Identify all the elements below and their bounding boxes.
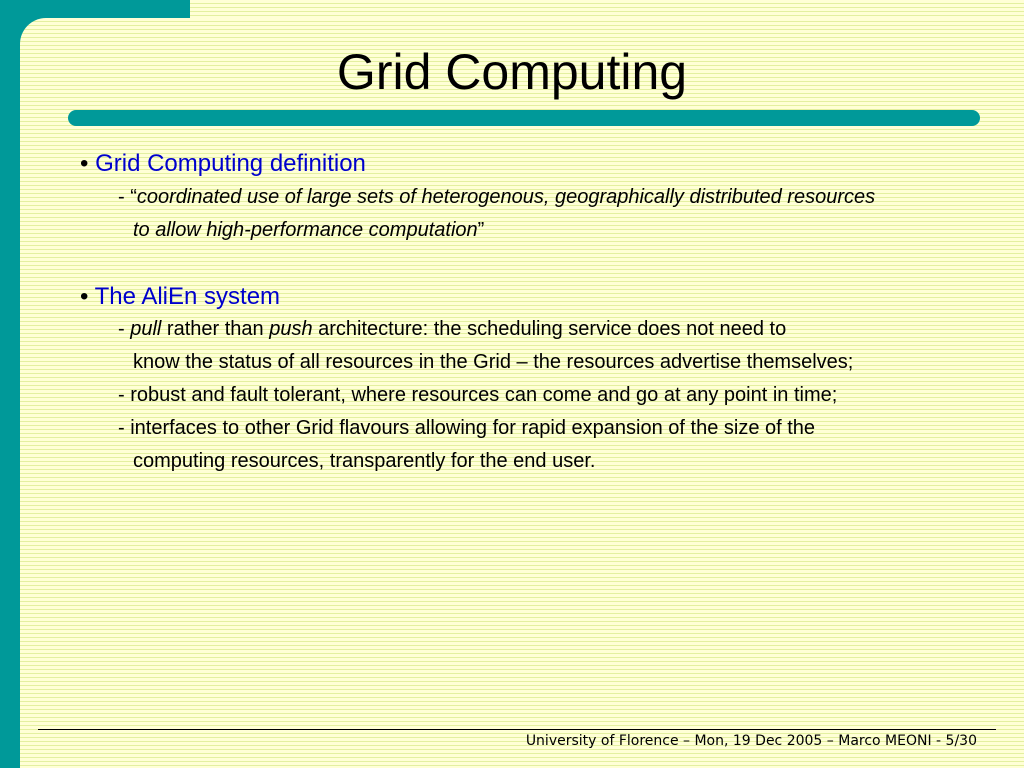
heading-text: The AliEn system [94,283,281,310]
heading-text: Grid Computing definition [95,150,366,177]
definition-line-2 [133,219,484,242]
slide-footer: University of Florence – Mon, 19 Dec 2005 – Marco MEONI - 5/30 [525,733,977,749]
line-text: architecture: the scheduling service does not need to [312,318,787,340]
alien-line-1 [118,318,786,341]
definition-line-1 [118,186,875,209]
alien-line-5: computing resources, transparently for the end user. [133,450,596,472]
quote-open: - “ [118,186,137,208]
footer-divider [38,729,996,730]
push-italic: push [269,318,313,340]
definition-italic-text: coordinated use of large sets of heterogenous, geographically distributed resources [136,186,876,208]
slide-title: Grid Computing [336,44,688,100]
definition-italic-text: to allow high-performance computation [133,219,478,241]
alien-line-2: know the status of all resources in the Grid – the resources advertise themselves; [133,351,854,373]
pull-italic: pull [130,318,162,340]
quote-close: ” [477,219,485,241]
bullet: • [80,150,89,177]
bullet: • [80,283,89,310]
alien-line-3: - robust and fault tolerant, where resources can come and go at any point in time; [118,384,838,406]
line-text: rather than [161,318,270,340]
alien-line-4: - interfaces to other Grid flavours allowing for rapid expansion of the size of the [118,417,816,439]
section-heading-definition [80,150,366,178]
section-heading-alien [80,283,280,311]
dash: - [118,318,131,340]
